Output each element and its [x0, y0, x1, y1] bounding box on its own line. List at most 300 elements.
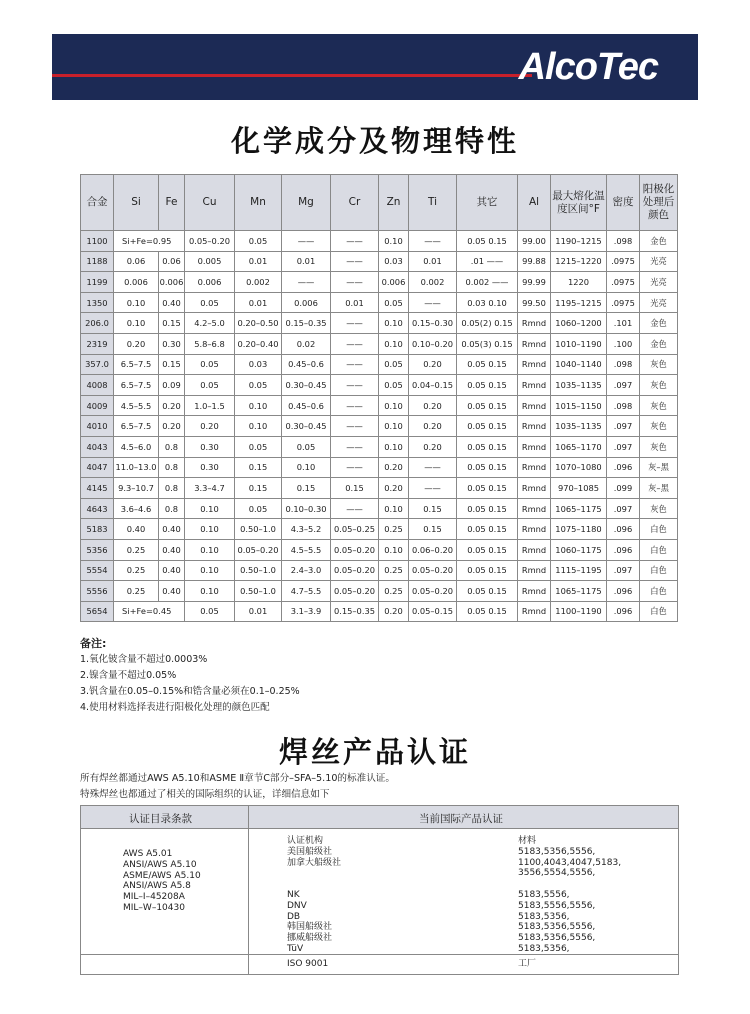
- table-cell: 1190–1215: [551, 231, 607, 252]
- column-header: 最大熔化温度区间°F: [551, 175, 607, 231]
- cert-material-item: 5183,5556,: [518, 889, 570, 900]
- table-cell: 0.05: [235, 498, 282, 519]
- table-cell: 0.05 0.15: [457, 457, 518, 478]
- table-cell: 0.01: [235, 601, 282, 622]
- table-cell: Rmnd: [518, 601, 551, 622]
- table-cell: 0.05 0.15: [457, 560, 518, 581]
- table-cell: 0.10: [379, 416, 409, 437]
- table-cell: 灰色: [640, 395, 678, 416]
- table-cell: 白色: [640, 601, 678, 622]
- alloy-cell: 5183: [81, 519, 114, 540]
- table-cell: 灰–黑: [640, 457, 678, 478]
- table-cell: 0.05(3) 0.15: [457, 333, 518, 354]
- table-cell: 0.05(2) 0.15: [457, 313, 518, 334]
- table-cell: 1070–1080: [551, 457, 607, 478]
- table-cell: Rmnd: [518, 478, 551, 499]
- table-row: [81, 375, 678, 396]
- table-cell: 0.25: [114, 560, 159, 581]
- table-cell: 0.05 0.15: [457, 498, 518, 519]
- intro-line: 特殊焊丝也都通过了相关的国际组织的认证，详细信息如下: [80, 789, 330, 800]
- header-banner: [52, 34, 698, 100]
- table-cell: 0.05: [185, 354, 235, 375]
- cert-org-item: 挪威船级社: [287, 933, 333, 944]
- table-cell: 0.15: [159, 354, 185, 375]
- table-row: [81, 292, 678, 313]
- cert-header-left: 认证目录条款: [129, 813, 192, 825]
- cert-catalog-item: MIL–W–10430: [123, 902, 185, 913]
- table-cell: 0.05 0.15: [457, 581, 518, 602]
- column-header: Si: [114, 175, 159, 231]
- table-cell: 0.05–0.25: [331, 519, 379, 540]
- table-cell: 0.10: [235, 416, 282, 437]
- cert-material-item: [518, 879, 621, 890]
- table-cell: .0975: [607, 251, 640, 272]
- table-cell: 0.006: [282, 292, 331, 313]
- table-cell: ——: [331, 436, 379, 457]
- table-cell: 0.05: [235, 375, 282, 396]
- table-cell: 0.15: [282, 478, 331, 499]
- table-cell: 0.06: [114, 251, 159, 272]
- table-cell: ——: [331, 395, 379, 416]
- cert-footer-material: 工厂: [518, 959, 537, 969]
- table-cell: 0.40: [114, 519, 159, 540]
- table-cell: ——: [331, 457, 379, 478]
- table-cell: 1100–1190: [551, 601, 607, 622]
- note-item: 3.钒含量在0.05–0.15%和锆含量必须在0.1–0.25%: [80, 686, 300, 697]
- table-cell: 0.25: [379, 560, 409, 581]
- table-cell: Rmnd: [518, 560, 551, 581]
- table-cell: 0.05: [379, 292, 409, 313]
- table-cell: 970–1085: [551, 478, 607, 499]
- table-cell: 0.01: [282, 251, 331, 272]
- table-row: [81, 395, 678, 416]
- table-cell: 0.10: [185, 560, 235, 581]
- table-row: [81, 436, 678, 457]
- table-cell: 1015–1150: [551, 395, 607, 416]
- table-cell: 0.05: [379, 375, 409, 396]
- table-cell: 1075–1180: [551, 519, 607, 540]
- table-row: [81, 539, 678, 560]
- table-cell: 0.30: [185, 436, 235, 457]
- table-cell: 光亮: [640, 272, 678, 293]
- cert-org-item: TüV: [287, 943, 304, 954]
- column-header: Ti: [409, 175, 457, 231]
- table-cell: 0.15: [409, 498, 457, 519]
- table-cell: Rmnd: [518, 395, 551, 416]
- table-cell: 6.5–7.5: [114, 416, 159, 437]
- alloy-cell: 357.0: [81, 354, 114, 375]
- table-cell: 4.2–5.0: [185, 313, 235, 334]
- table-cell: Si+Fe=0.45: [114, 601, 185, 622]
- alcotec-logo: AlcoTec: [518, 46, 658, 88]
- table-cell: 6.5–7.5: [114, 354, 159, 375]
- table-cell: .096: [607, 457, 640, 478]
- cert-material-list: [518, 836, 621, 955]
- table-cell: 0.05 0.15: [457, 519, 518, 540]
- table-cell: 1220: [551, 272, 607, 293]
- table-cell: 0.30: [159, 333, 185, 354]
- alloy-cell: 4145: [81, 478, 114, 499]
- cert-org-item: 美国船级社: [287, 846, 333, 857]
- cert-column-divider: [248, 806, 249, 974]
- table-cell: 4.5–5.5: [114, 395, 159, 416]
- cert-catalog-item: AWS A5.01: [123, 849, 173, 859]
- cert-catalog-list: [123, 849, 201, 914]
- cert-catalog-item: ASME/AWS A5.10: [123, 870, 201, 881]
- table-cell: 白色: [640, 560, 678, 581]
- table-cell: .096: [607, 519, 640, 540]
- note-item: 4.使用材料选择表进行阳极化处理的颜色匹配: [80, 702, 270, 713]
- table-cell: 0.05–0.20: [331, 560, 379, 581]
- table-cell: 金色: [640, 333, 678, 354]
- table-cell: 99.50: [518, 292, 551, 313]
- table-cell: 白色: [640, 539, 678, 560]
- table-header-row: [81, 175, 678, 231]
- table-cell: 白色: [640, 581, 678, 602]
- table-cell: 0.10–0.30: [282, 498, 331, 519]
- table-cell: 0.25: [379, 519, 409, 540]
- table-row: [81, 333, 678, 354]
- cert-footer-org: ISO 9001: [287, 959, 329, 969]
- table-row: [81, 313, 678, 334]
- table-cell: 0.8: [159, 457, 185, 478]
- table-cell: 0.01: [331, 292, 379, 313]
- table-cell: .098: [607, 231, 640, 252]
- cert-material-heading: 材料: [518, 836, 537, 846]
- table-cell: .098: [607, 395, 640, 416]
- table-cell: 0.15: [235, 457, 282, 478]
- table-cell: ——: [409, 457, 457, 478]
- table-cell: 1065–1170: [551, 436, 607, 457]
- table-cell: 0.05: [282, 436, 331, 457]
- table-cell: ——: [331, 375, 379, 396]
- table-cell: 0.05–0.20: [331, 539, 379, 560]
- table-cell: 9.3–10.7: [114, 478, 159, 499]
- cert-org-list: [287, 836, 341, 955]
- table-cell: 0.25: [114, 539, 159, 560]
- table-cell: 0.03 0.10: [457, 292, 518, 313]
- table-cell: 0.30: [185, 457, 235, 478]
- alloy-cell: 206.0: [81, 313, 114, 334]
- table-cell: Rmnd: [518, 539, 551, 560]
- alloy-cell: 5554: [81, 560, 114, 581]
- table-cell: 0.05 0.15: [457, 539, 518, 560]
- table-cell: 0.10: [185, 519, 235, 540]
- column-header: Al: [518, 175, 551, 231]
- table-cell: 0.10: [379, 395, 409, 416]
- alloy-cell: 4047: [81, 457, 114, 478]
- table-cell: 金色: [640, 313, 678, 334]
- table-cell: 99.00: [518, 231, 551, 252]
- table-cell: 0.006: [114, 272, 159, 293]
- table-cell: .097: [607, 560, 640, 581]
- table-cell: 4.3–5.2: [282, 519, 331, 540]
- table-cell: 0.10: [379, 539, 409, 560]
- table-cell: 0.20: [159, 395, 185, 416]
- table-cell: 1195–1215: [551, 292, 607, 313]
- column-header: 合金: [81, 175, 114, 231]
- table-cell: .01 ——: [457, 251, 518, 272]
- table-cell: .100: [607, 333, 640, 354]
- table-cell: 0.02: [282, 333, 331, 354]
- table-cell: 0.09: [159, 375, 185, 396]
- certification-intro: [80, 771, 395, 803]
- table-cell: 光亮: [640, 292, 678, 313]
- table-cell: 0.05–0.20: [409, 560, 457, 581]
- table-cell: 0.05 0.15: [457, 231, 518, 252]
- table-cell: 0.10: [185, 539, 235, 560]
- table-cell: 1.0–1.5: [185, 395, 235, 416]
- alloy-cell: 2319: [81, 333, 114, 354]
- table-cell: ——: [331, 416, 379, 437]
- table-cell: 0.20: [379, 478, 409, 499]
- table-cell: 0.10: [235, 395, 282, 416]
- table-cell: 灰色: [640, 416, 678, 437]
- table-cell: Rmnd: [518, 375, 551, 396]
- table-cell: 0.8: [159, 478, 185, 499]
- alloy-cell: 5556: [81, 581, 114, 602]
- table-cell: 0.10: [114, 313, 159, 334]
- table-cell: 灰色: [640, 498, 678, 519]
- table-cell: .096: [607, 601, 640, 622]
- table-cell: 灰色: [640, 375, 678, 396]
- table-cell: 0.01: [235, 251, 282, 272]
- cert-material-item: 5183,5356,5556,: [518, 933, 596, 944]
- table-cell: 金色: [640, 231, 678, 252]
- table-cell: 0.04–0.15: [409, 375, 457, 396]
- table-cell: 0.30–0.45: [282, 416, 331, 437]
- table-cell: 0.15: [159, 313, 185, 334]
- table-cell: 1060–1175: [551, 539, 607, 560]
- notes-block: [80, 636, 300, 716]
- table-cell: ——: [409, 292, 457, 313]
- cert-org-item: [287, 879, 341, 890]
- table-cell: 0.05 0.15: [457, 478, 518, 499]
- column-header: Cr: [331, 175, 379, 231]
- note-item: 1.氧化铍含量不超过0.0003%: [80, 654, 208, 665]
- table-cell: 0.10: [379, 231, 409, 252]
- chemical-composition-table: [80, 174, 678, 622]
- alloy-cell: 4010: [81, 416, 114, 437]
- table-cell: 0.50–1.0: [235, 560, 282, 581]
- table-cell: 0.05–0.15: [409, 601, 457, 622]
- table-cell: 0.002 ——: [457, 272, 518, 293]
- table-cell: 灰色: [640, 436, 678, 457]
- alloy-cell: 4008: [81, 375, 114, 396]
- table-cell: 1215–1220: [551, 251, 607, 272]
- alloy-cell: 1199: [81, 272, 114, 293]
- alloy-cell: 1100: [81, 231, 114, 252]
- table-row: [81, 519, 678, 540]
- table-cell: 0.50–1.0: [235, 519, 282, 540]
- table-cell: 0.20: [159, 416, 185, 437]
- table-cell: ——: [331, 498, 379, 519]
- table-cell: 0.05–0.20: [409, 581, 457, 602]
- table-cell: 0.20–0.40: [235, 333, 282, 354]
- table-cell: 0.05: [185, 292, 235, 313]
- alloy-cell: 4009: [81, 395, 114, 416]
- table-cell: 3.6–4.6: [114, 498, 159, 519]
- table-cell: 0.40: [159, 581, 185, 602]
- cert-catalog-item: MIL–I–45208A: [123, 892, 185, 903]
- table-cell: Si+Fe=0.95: [114, 231, 185, 252]
- alloy-cell: 1350: [81, 292, 114, 313]
- table-cell: .0975: [607, 272, 640, 293]
- table-cell: 0.8: [159, 436, 185, 457]
- table-cell: .096: [607, 581, 640, 602]
- table-cell: 0.05–0.20: [185, 231, 235, 252]
- table-cell: 1060–1200: [551, 313, 607, 334]
- table-cell: .097: [607, 375, 640, 396]
- table-row: [81, 251, 678, 272]
- table-cell: Rmnd: [518, 313, 551, 334]
- cert-org-item: 韩国船级社: [287, 922, 333, 933]
- table-cell: 白色: [640, 519, 678, 540]
- table-row: [81, 560, 678, 581]
- table-cell: 4.7–5.5: [282, 581, 331, 602]
- table-cell: ——: [331, 251, 379, 272]
- table-cell: .096: [607, 539, 640, 560]
- cert-org-heading: 认证机构: [287, 836, 324, 846]
- cert-org-item: NK: [287, 889, 300, 900]
- table-row: [81, 601, 678, 622]
- table-cell: 0.15–0.35: [331, 601, 379, 622]
- table-cell: 4.5–6.0: [114, 436, 159, 457]
- cert-material-item: 5183,5556,5556,: [518, 900, 596, 911]
- table-cell: Rmnd: [518, 416, 551, 437]
- table-cell: ——: [331, 313, 379, 334]
- table-cell: 0.05: [235, 231, 282, 252]
- cert-org-item: DNV: [287, 900, 307, 911]
- table-cell: Rmnd: [518, 498, 551, 519]
- table-cell: Rmnd: [518, 519, 551, 540]
- notes-title: 备注:: [80, 637, 107, 650]
- table-cell: 灰色: [640, 354, 678, 375]
- table-cell: ——: [331, 333, 379, 354]
- table-row: [81, 416, 678, 437]
- table-cell: Rmnd: [518, 457, 551, 478]
- column-header: Mn: [235, 175, 282, 231]
- table-cell: 0.20: [409, 416, 457, 437]
- table-cell: 99.88: [518, 251, 551, 272]
- table-cell: 0.01: [409, 251, 457, 272]
- table-cell: 0.05 0.15: [457, 395, 518, 416]
- cert-material-item: 5183,5356,5556,: [518, 846, 596, 857]
- table-cell: 0.20: [379, 457, 409, 478]
- table-cell: .097: [607, 498, 640, 519]
- table-cell: 2.4–3.0: [282, 560, 331, 581]
- header-red-stripe: [52, 74, 532, 77]
- table-cell: 0.10: [282, 457, 331, 478]
- table-cell: ——: [331, 354, 379, 375]
- table-cell: .097: [607, 436, 640, 457]
- table-cell: 0.20: [409, 395, 457, 416]
- table-cell: 0.8: [159, 498, 185, 519]
- column-header: Fe: [159, 175, 185, 231]
- table-cell: 0.20–0.50: [235, 313, 282, 334]
- table-cell: 1035–1135: [551, 416, 607, 437]
- cert-material-item: 1100,4043,4047,5183,: [518, 857, 622, 868]
- table-cell: 0.05: [379, 354, 409, 375]
- table-cell: 1035–1135: [551, 375, 607, 396]
- column-header: 密度: [607, 175, 640, 231]
- table-cell: Rmnd: [518, 333, 551, 354]
- table-cell: 1010–1190: [551, 333, 607, 354]
- column-header: Zn: [379, 175, 409, 231]
- column-header: Cu: [185, 175, 235, 231]
- table-cell: 0.30–0.45: [282, 375, 331, 396]
- cert-catalog-item: ANSI/AWS A5.10: [123, 859, 197, 870]
- alloy-cell: 1188: [81, 251, 114, 272]
- table-cell: 3.1–3.9: [282, 601, 331, 622]
- column-header: 阳极化处理后颜色: [640, 175, 678, 231]
- table-row: [81, 457, 678, 478]
- column-header: Mg: [282, 175, 331, 231]
- table-cell: ——: [409, 478, 457, 499]
- table-cell: 0.006: [379, 272, 409, 293]
- table-cell: 灰–黑: [640, 478, 678, 499]
- table-cell: 0.15–0.30: [409, 313, 457, 334]
- table-cell: 0.40: [159, 292, 185, 313]
- table-cell: .098: [607, 354, 640, 375]
- table-cell: 0.05: [235, 436, 282, 457]
- table-cell: 0.05 0.15: [457, 354, 518, 375]
- cert-material-item: 5183,5356,: [518, 943, 570, 954]
- table-cell: 0.20: [409, 354, 457, 375]
- table-cell: 0.10–0.20: [409, 333, 457, 354]
- table-cell: 3.3–4.7: [185, 478, 235, 499]
- table-cell: 0.01: [235, 292, 282, 313]
- table-cell: Rmnd: [518, 436, 551, 457]
- table-cell: 1115–1195: [551, 560, 607, 581]
- table-cell: Rmnd: [518, 581, 551, 602]
- table-row: [81, 498, 678, 519]
- cert-material-item: 5183,5356,5556,: [518, 922, 596, 933]
- cert-material-item: 3556,5554,5556,: [518, 868, 596, 879]
- table-row: [81, 231, 678, 252]
- table-cell: 0.05: [185, 601, 235, 622]
- alloy-cell: 5356: [81, 539, 114, 560]
- table-cell: 0.002: [235, 272, 282, 293]
- table-cell: 0.45–0.6: [282, 395, 331, 416]
- table-cell: 5.8–6.8: [185, 333, 235, 354]
- cert-org-item: [287, 868, 341, 879]
- table-cell: ——: [331, 231, 379, 252]
- table-cell: 0.50–1.0: [235, 581, 282, 602]
- table-cell: 0.10: [379, 498, 409, 519]
- table-cell: 0.45–0.6: [282, 354, 331, 375]
- table-cell: ——: [282, 272, 331, 293]
- intro-line: 所有焊丝都通过AWS A5.10和ASME Ⅱ章节C部分–SFA–5.10的标准认证。: [80, 773, 395, 784]
- table-cell: 0.05 0.15: [457, 375, 518, 396]
- alloy-cell: 4643: [81, 498, 114, 519]
- column-header: 其它: [457, 175, 518, 231]
- table-cell: 0.06–0.20: [409, 539, 457, 560]
- table-cell: 0.005: [185, 251, 235, 272]
- table-cell: 0.20: [379, 601, 409, 622]
- table-cell: 0.10: [185, 581, 235, 602]
- table-cell: 光亮: [640, 251, 678, 272]
- table-cell: 0.15: [331, 478, 379, 499]
- cert-header: [81, 806, 678, 829]
- table-cell: 0.40: [159, 539, 185, 560]
- table-cell: ——: [409, 231, 457, 252]
- table-cell: 0.05: [185, 375, 235, 396]
- table-cell: 0.10: [379, 333, 409, 354]
- cert-org-item: DB: [287, 911, 301, 922]
- cert-header-right: 当前国际产品认证: [419, 813, 503, 825]
- table-cell: 0.25: [114, 581, 159, 602]
